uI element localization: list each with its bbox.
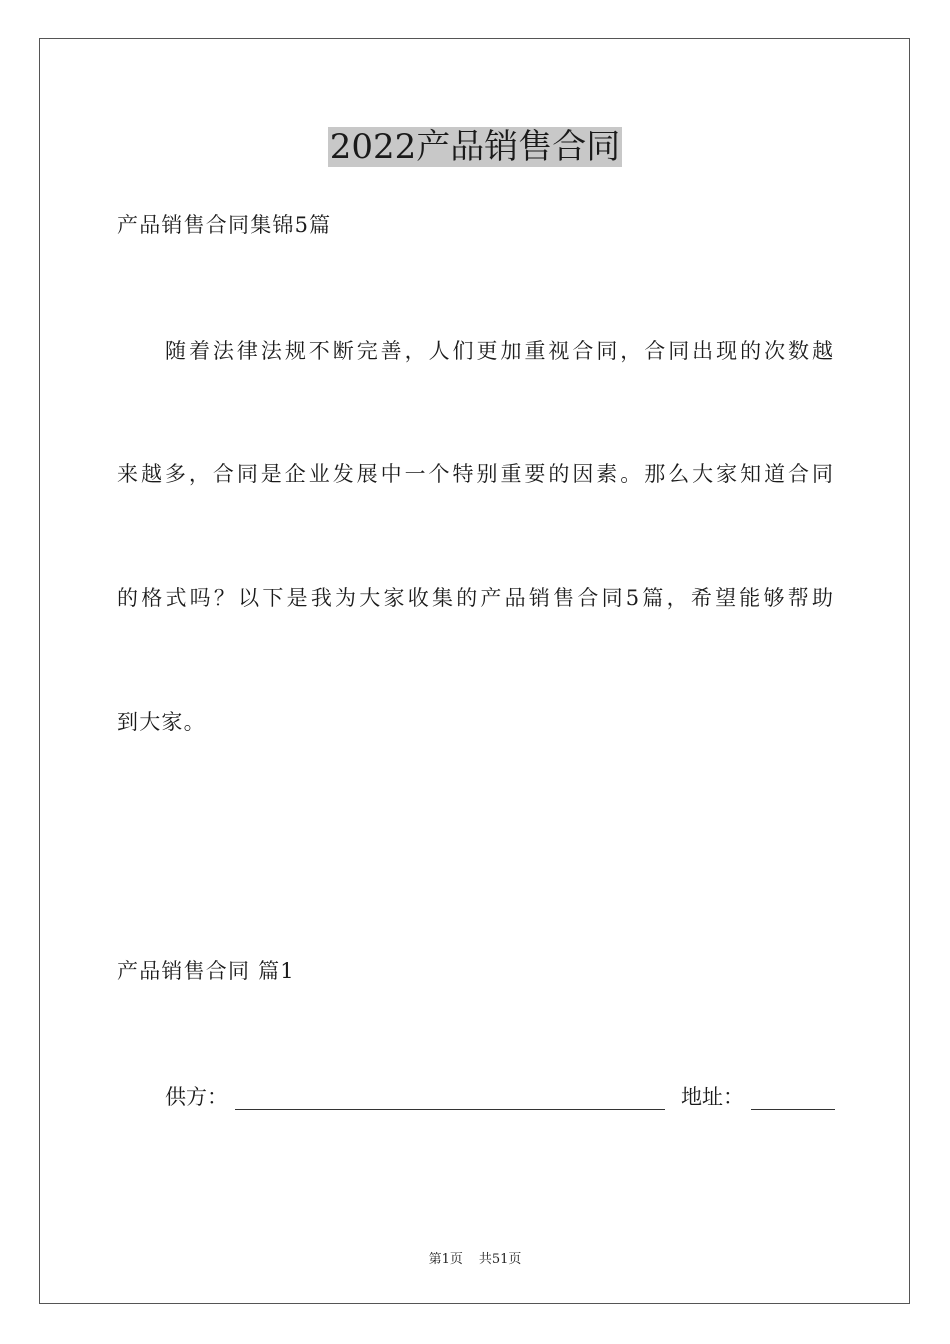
document-subtitle: 产品销售合同集锦5篇 <box>117 213 332 237</box>
title-container <box>0 127 950 167</box>
supplier-field[interactable] <box>235 1109 665 1110</box>
document-title: 2022产品销售合同 <box>329 127 621 167</box>
section-heading: 产品销售合同 篇1 <box>117 959 295 983</box>
page-number: 第1页 <box>428 1252 463 1267</box>
intro-line-4: 到大家。 <box>117 710 206 734</box>
page-footer <box>0 1248 950 1267</box>
address-field[interactable] <box>751 1109 835 1110</box>
page-total: 共51页 <box>478 1252 522 1267</box>
intro-line-3: 的格式吗？以下是我为大家收集的产品销售合同5篇，希望能够帮助 <box>117 586 833 610</box>
supplier-address-row <box>165 1083 835 1113</box>
address-label: 地址： <box>681 1085 744 1109</box>
supplier-label: 供方： <box>165 1085 228 1109</box>
intro-line-1: 随着法律法规不断完善，人们更加重视合同，合同出现的次数越 <box>165 339 833 363</box>
intro-line-2: 来越多，合同是企业发展中一个特别重要的因素。那么大家知道合同 <box>117 462 833 486</box>
